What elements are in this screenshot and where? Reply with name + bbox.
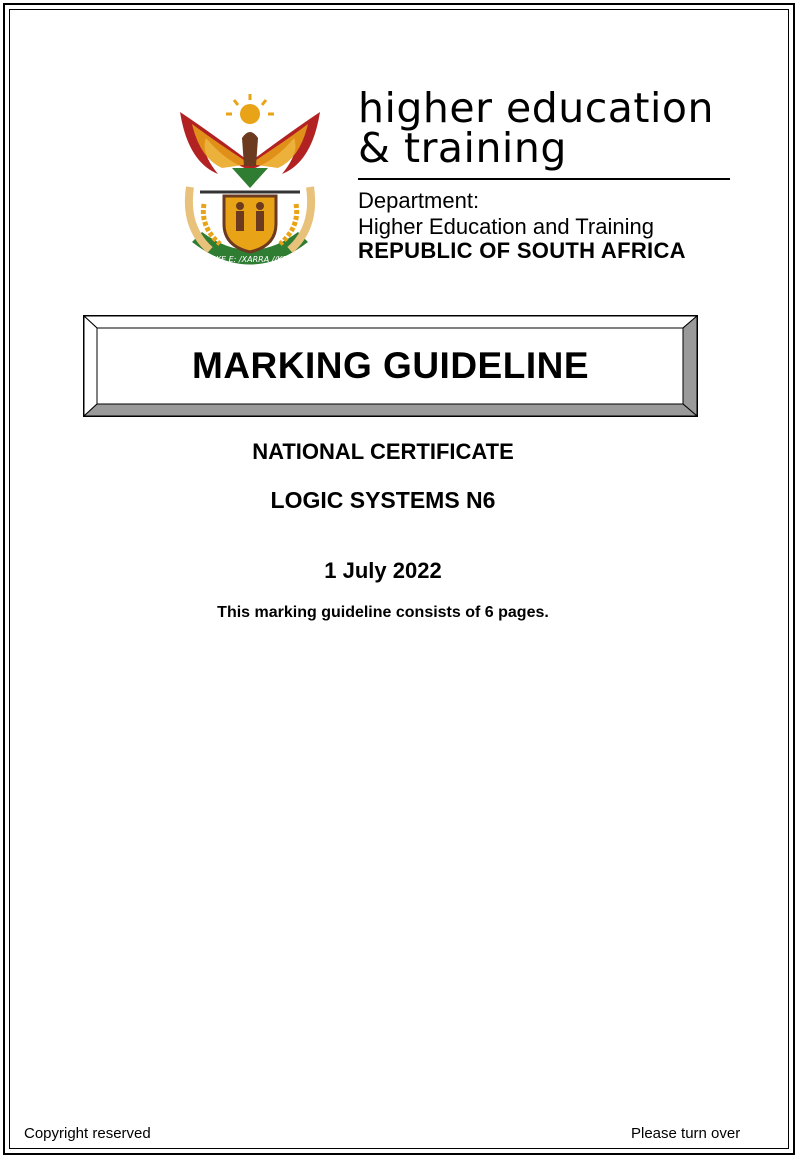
- department-label: Department:: [358, 188, 480, 213]
- footer-turn-over: Please turn over: [631, 1125, 741, 1142]
- title-box: [83, 315, 698, 417]
- page-count-note: This marking guideline consists of 6 pages.: [217, 604, 549, 621]
- footer-copyright: Copyright reserved: [24, 1125, 151, 1142]
- south-africa-coat-of-arms-icon: [170, 92, 330, 277]
- department-wordmark: [358, 84, 738, 263]
- document-title: MARKING GUIDELINE: [192, 345, 589, 386]
- exam-date: 1 July 2022: [324, 558, 442, 583]
- subject-heading: LOGIC SYSTEMS N6: [270, 487, 496, 513]
- brand-divider: [358, 178, 730, 180]
- country-name: REPUBLIC OF SOUTH AFRICA: [358, 238, 686, 263]
- brand-line-1: higher education: [358, 84, 714, 132]
- crest-motto: !KE E: /XARRA //KE: [212, 255, 288, 264]
- department-name: Higher Education and Training: [358, 214, 654, 239]
- certificate-heading: NATIONAL CERTIFICATE: [252, 439, 514, 464]
- brand-line-2: & training: [358, 124, 567, 172]
